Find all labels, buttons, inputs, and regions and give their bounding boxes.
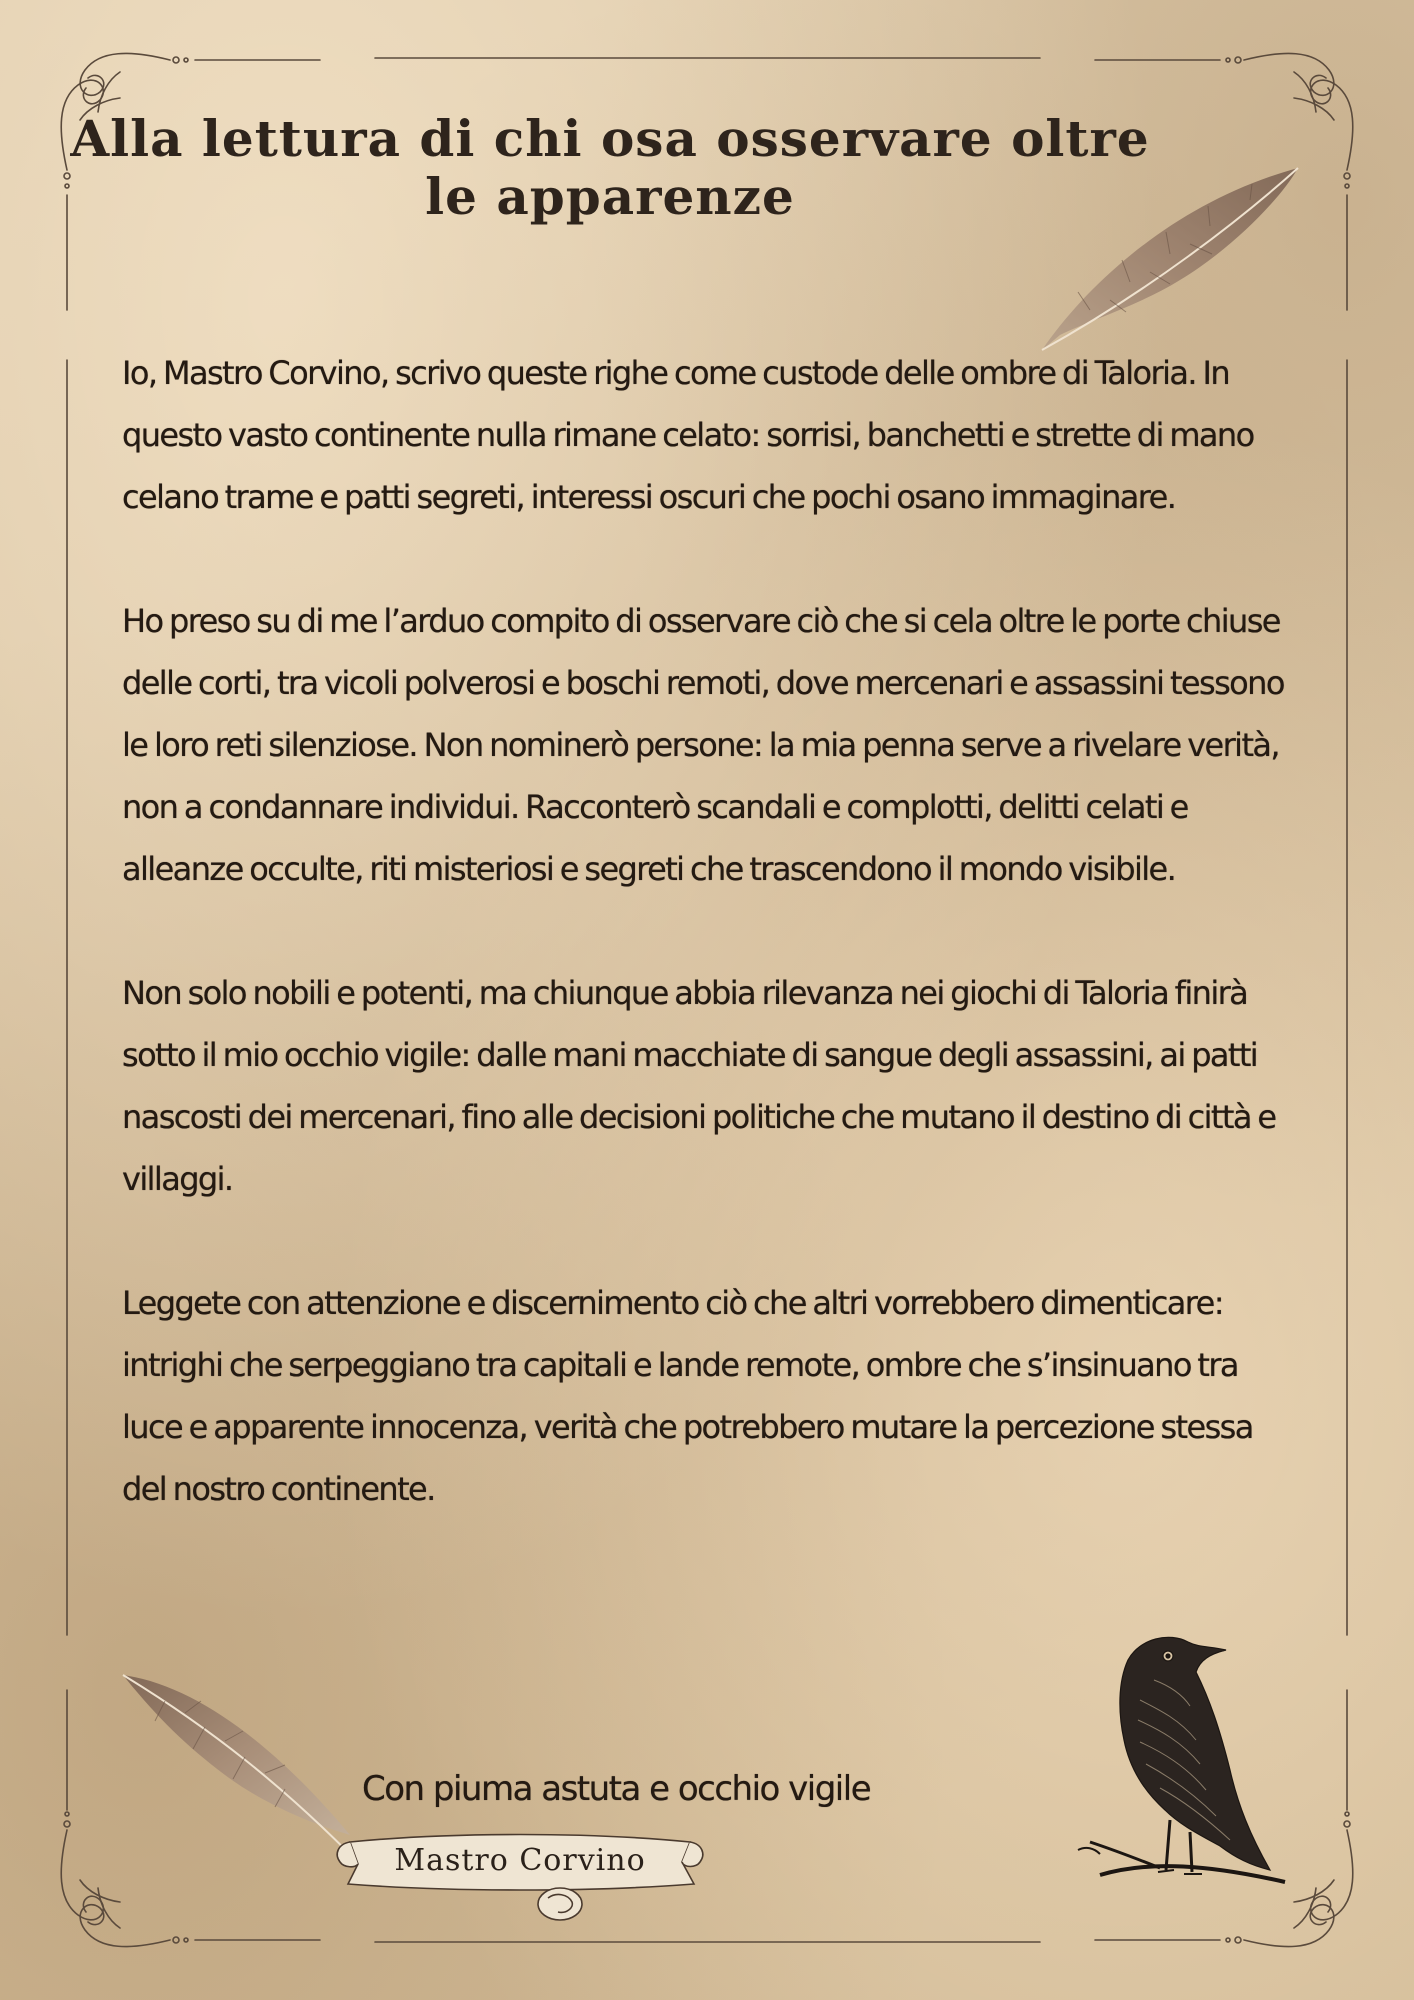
page-title: Alla lettura di chi osa osservare oltre le apparenze: [70, 109, 1150, 226]
paragraph: Io, Mastro Corvino, scrivo queste righe come custode delle ombre di Taloria. In questo vasto continente nulla rimane celato: sorrisi, banchetti e strette di mano celano trame e patti segreti, interessi oscuri che pochi osano immaginare.: [122, 354, 1254, 516]
feather-icon: [1030, 160, 1310, 360]
raven-icon: [1070, 1620, 1290, 1900]
closing-line: Con piuma astuta e occhio vigile: [362, 1769, 871, 1809]
paragraph: Non solo nobili e potenti, ma chiunque abbia rilevanza nei giochi di Taloria finirà sotto il mio occhio vigile: dalle mani macchiate di sangue degli assassini, ai patti nascosti dei mercenari, fino alle decisioni politiche che mutano il destino di città e villaggi.: [122, 974, 1276, 1198]
letter-body: [122, 342, 1302, 1582]
signature: Mastro Corvino: [394, 1843, 646, 1878]
paragraph: Leggete con attenzione e discernimento ciò che altri vorrebbero dimenticare: intrighi che serpeggiano tra capitali e lande remote, ombre che s’insinuano tra luce e apparente innocenza, verità che potrebbero mutare la percezione stessa del nostro continente.: [122, 1284, 1253, 1508]
paragraph: Ho preso su di me l’arduo compito di osservare ciò che si cela oltre le porte chiuse delle corti, tra vicoli polverosi e boschi remoti, dove mercenari e assassini tessono le loro reti silenziose. Non nominerò persone: la mia penna serve a rivelare verità, non a condannare individui. Racconterò scandali e complotti, delitti celati e alleanze occulte, riti misteriosi e segreti che trascendono il mondo visibile.: [122, 602, 1284, 888]
